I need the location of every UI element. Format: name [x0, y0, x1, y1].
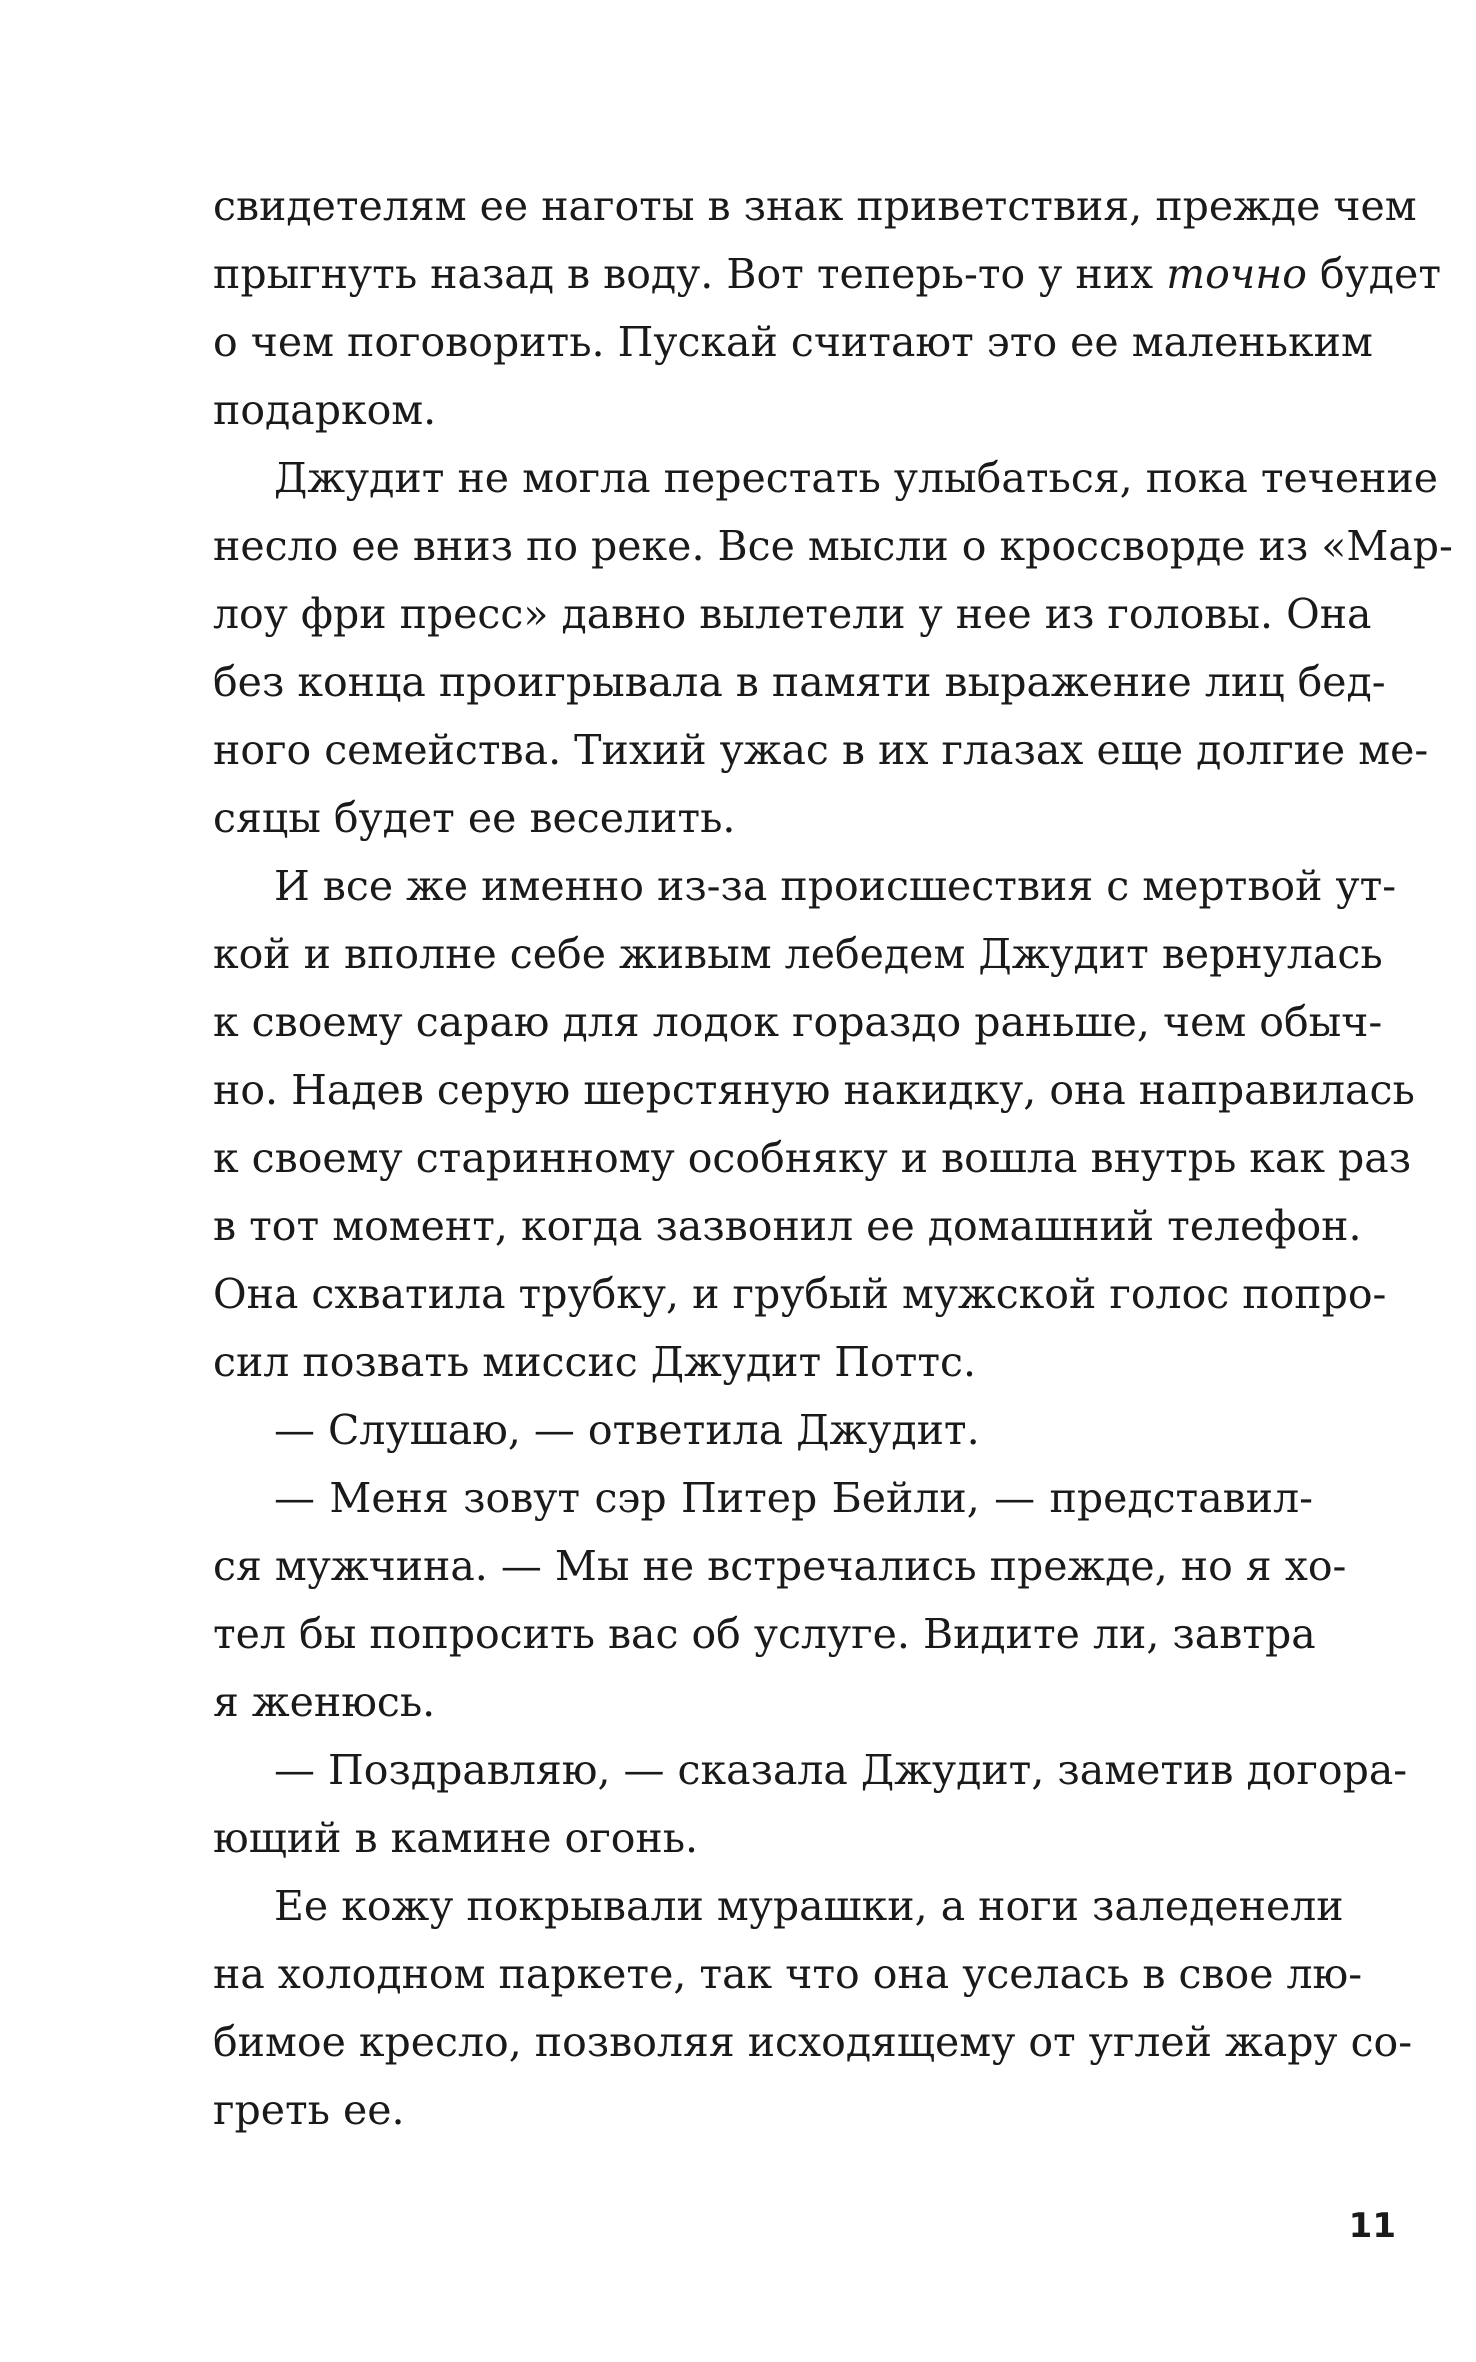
- page-number: 11: [1348, 2206, 1396, 2246]
- text-line: — Слушаю, — ответила Джудит.: [274, 1406, 980, 1454]
- text-line: без конца проигрывала в памяти выражение лиц бед-: [213, 658, 1386, 706]
- text-line: — Поздравляю, — сказала Джудит, заметив догора-: [274, 1746, 1408, 1794]
- text-line: И все же именно из-за происшествия с мертвой ут-: [274, 862, 1397, 910]
- text-line: бимое кресло, позволяя исходящему от углей жару со-: [213, 2018, 1413, 2066]
- text-line: ся мужчина. — Мы не встречались прежде, но я хо-: [213, 1542, 1347, 1590]
- text-line: сяцы будет ее веселить.: [213, 794, 736, 842]
- body-text: [213, 172, 1453, 2144]
- text-line: лоу фри пресс» давно вылетели у нее из головы. Она: [213, 590, 1372, 638]
- text-line: ющий в камине огонь.: [213, 1814, 699, 1862]
- text-line: но. Надев серую шерстяную накидку, она направилась: [213, 1066, 1415, 1114]
- text-line: к своему старинному особняку и вошла внутрь как раз: [213, 1134, 1412, 1182]
- text-line: ного семейства. Тихий ужас в их глазах еще долгие ме-: [213, 726, 1429, 774]
- text-line: подарком.: [213, 386, 437, 434]
- text-line: к своему сараю для лодок гораздо раньше, чем обыч-: [213, 998, 1383, 1046]
- text-line: в тот момент, когда зазвонил ее домашний телефон.: [213, 1202, 1362, 1250]
- text-line: Она схватила трубку, и грубый мужской голос попро-: [213, 1270, 1387, 1318]
- text-line: тел бы попросить вас об услуге. Видите ли, завтра: [213, 1610, 1316, 1658]
- text-line: несло ее вниз по реке. Все мысли о кроссворде из «Мар-: [213, 522, 1453, 570]
- text-line: на холодном паркете, так что она уселась в свое лю-: [213, 1950, 1363, 1998]
- text-line: сил позвать миссис Джудит Поттс.: [213, 1338, 977, 1386]
- text-line: Ее кожу покрывали мурашки, а ноги заледенели: [274, 1882, 1344, 1930]
- text-line: прыгнуть назад в воду. Вот теперь-то у них точно будет: [213, 250, 1441, 298]
- text-line: о чем поговорить. Пускай считают это ее маленьким: [213, 318, 1373, 366]
- text-line: греть ее.: [213, 2086, 405, 2134]
- text-line: я женюсь.: [213, 1678, 436, 1726]
- text-line: свидетелям ее наготы в знак приветствия, прежде чем: [213, 182, 1417, 230]
- text-line: — Меня зовут сэр Питер Бейли, — представил-: [274, 1474, 1313, 1522]
- text-line: Джудит не могла перестать улыбаться, пока течение: [274, 454, 1439, 502]
- text-line: кой и вполне себе живым лебедем Джудит вернулась: [213, 930, 1383, 978]
